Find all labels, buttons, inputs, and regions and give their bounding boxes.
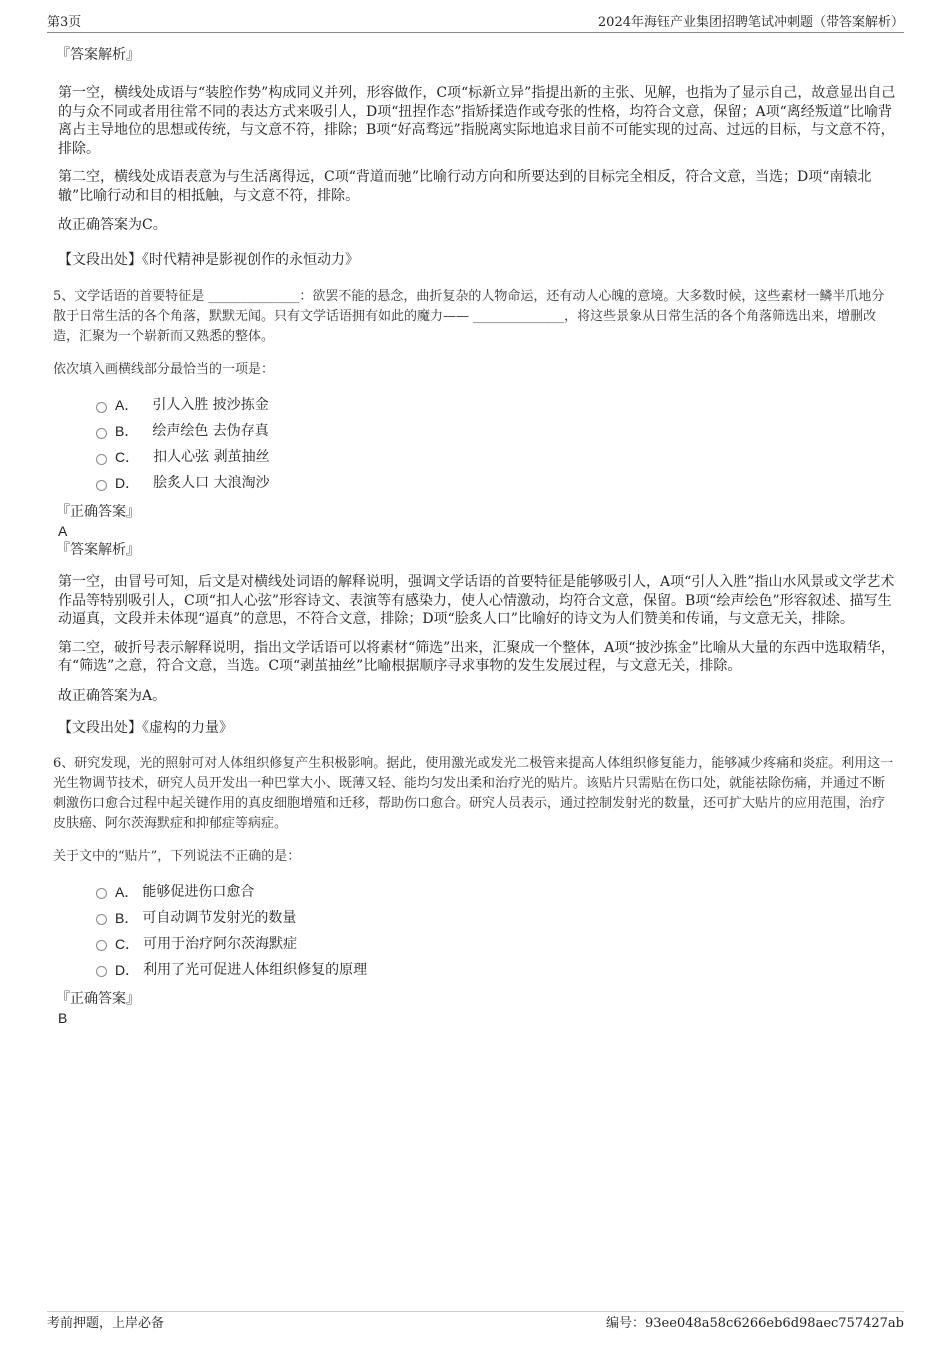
q5-source: 【文段出处】《虚构的力量》 [58, 720, 233, 736]
q5-answer-label: 『正确答案』 [56, 504, 140, 520]
q4-analysis-p2: 第二空，横线处成语表意为与生活离得远，C项“背道而驰”比喻行动方向和所要达到的目标完全相反，符合文意，当选；D项“南辕北辙”比喻行动和目的相抵触，与文意不符，排除。 [58, 169, 872, 204]
q5-options [56, 392, 896, 496]
q6-options [56, 879, 896, 983]
q5-option-d[interactable] [96, 470, 896, 496]
option-letter: A． [115, 397, 139, 413]
radio-icon[interactable] [96, 402, 107, 413]
q5-question: 5、文学话语的首要特征是 ______________：欲罢不能的悬念，曲折复杂的人物命运，还有动人心魄的意境。大多数时候，这些素材一鳞半爪地分散于日常生活的各个角落，默默无闻。只有文学话语拥有如此的魔力—— ______________，将这些景象从日常生活的各个角落筛选出来，增删改造，汇聚为一个崭新而又熟悉的整体。 [53, 289, 885, 344]
option-text: 利用了光可促进人体组织修复的原理 [143, 961, 368, 978]
q6-option-b[interactable] [96, 905, 896, 931]
q6-option-c[interactable] [96, 931, 896, 957]
main-content [53, 40, 896, 1027]
q4-source: 【文段出处】《时代精神是影视创作的永恒动力》 [58, 251, 359, 268]
footer-slogan: 考前押题，上岸必备 [47, 1316, 165, 1331]
q5-analysis-label: 『答案解析』 [56, 542, 140, 558]
q4-analysis-label: 『答案解析』 [56, 47, 140, 63]
option-text: 引人入胜 披沙拣金 [152, 397, 269, 413]
option-text: 扣人心弦 剥茧抽丝 [153, 449, 270, 465]
q6-question: 6、研究发现，光的照射可对人体组织修复产生积极影响。据此，使用激光或发光二极管来提高人体组织修复能力，能够减少疼痛和炎症。利用这一光生物调节技术，研究人员开发出一种巴掌大小、既薄又轻、能均匀发出柔和治疗光的贴片。该贴片只需贴在伤口处，就能祛除伤痛，并通过不断刺激伤口愈合过程中起关键作用的真皮细胞增殖和迁移，帮助伤口愈合。研究人员表示，通过控制发射光的数量，还可扩大贴片的应用范围，治疗皮肤癌、阿尔茨海默症和抑郁症等病症。 [53, 755, 894, 831]
radio-icon[interactable] [96, 966, 107, 977]
option-text: 脍炙人口 大浪淘沙 [153, 475, 270, 491]
q5-option-c[interactable] [96, 444, 896, 470]
option-text: 绘声绘色 去伪存真 [152, 423, 269, 439]
q5-analysis-p1: 第一空，由冒号可知，后文是对横线处词语的解释说明，强调文学话语的首要特征是能够吸引人，A项“引人入胜”指山水风景或文学艺术作品等特别吸引人，C项“扣人心弦”形容诗文、表演等有感染力，使人心情激动，均符合文意，保留。B项“绘声绘色”形容叙述、描写生动逼真，文段并未体现“逼真”的意思，不符合文意，排除；D项“脍炙人口”比喻好的诗文为人们赞美和传诵，与文意无关，排除。 [58, 574, 895, 627]
option-text: 可自动调节发射光的数量 [142, 909, 297, 926]
q6-answer-label: 『正确答案』 [56, 990, 140, 1007]
q6-option-d[interactable] [96, 957, 896, 983]
option-letter: C． [115, 935, 140, 952]
q5-answer: A [58, 523, 68, 539]
q6-option-a[interactable] [96, 879, 896, 905]
page-footer [47, 1311, 904, 1336]
q6-answer: B [58, 1009, 68, 1026]
document-code: 编号：93ee048a58c6266eb6d98aec757427ab [606, 1316, 904, 1331]
radio-icon[interactable] [96, 940, 107, 951]
document-title: 2024年海钰产业集团招聘笔试冲刺题（带答案解析） [597, 15, 904, 30]
option-letter: B． [115, 909, 139, 926]
radio-icon[interactable] [96, 480, 107, 491]
option-letter: A． [115, 883, 139, 900]
q5-analysis-p2: 第二空，破折号表示解释说明，指出文学话语可以将素材“筛选”出来，汇聚成一个整体，A项“披沙拣金”比喻从大量的东西中选取精华，有“筛选”之意，符合文意，当选。C项“剥茧抽丝”比喻根据顺序寻求事物的发生发展过程，与文意无关，排除。 [58, 639, 895, 674]
q4-analysis-p1: 第一空，横线处成语与“装腔作势”构成同义并列，形容做作，C项“标新立异”指提出新的主张、见解，也指为了显示自己，故意显出自己的与众不同或者用往常不同的表达方式来吸引人，D项“扭捏作态”指矫揉造作或夸张的性格，均符合文意，保留；A项“离经叛道”比喻背离占主导地位的思想或传统，与文意不符，排除；B项“好高骛远”指脱离实际地追求目前不可能实现的过高、过远的目标，与文意不符，排除。 [58, 85, 896, 157]
q5-conclusion: 故正确答案为A。 [58, 687, 167, 704]
option-letter: C． [115, 449, 140, 465]
radio-icon[interactable] [96, 888, 107, 899]
option-letter: B． [115, 423, 139, 439]
q5-option-b[interactable] [96, 418, 896, 444]
q5-prompt: 依次填入画横线部分最恰当的一项是： [53, 362, 275, 377]
option-text: 可用于治疗阿尔茨海默症 [143, 935, 298, 952]
page-header [47, 12, 904, 33]
option-letter: D． [115, 961, 140, 978]
option-text: 能够促进伤口愈合 [142, 883, 255, 900]
page-number: 第3页 [47, 15, 82, 30]
radio-icon[interactable] [96, 428, 107, 439]
radio-icon[interactable] [96, 914, 107, 925]
q6-prompt: 关于文中的“贴片”，下列说法不正确的是： [53, 848, 301, 864]
q5-option-a[interactable] [96, 392, 896, 418]
option-letter: D． [115, 475, 140, 491]
q4-conclusion: 故正确答案为C。 [58, 217, 167, 233]
radio-icon[interactable] [96, 454, 107, 465]
